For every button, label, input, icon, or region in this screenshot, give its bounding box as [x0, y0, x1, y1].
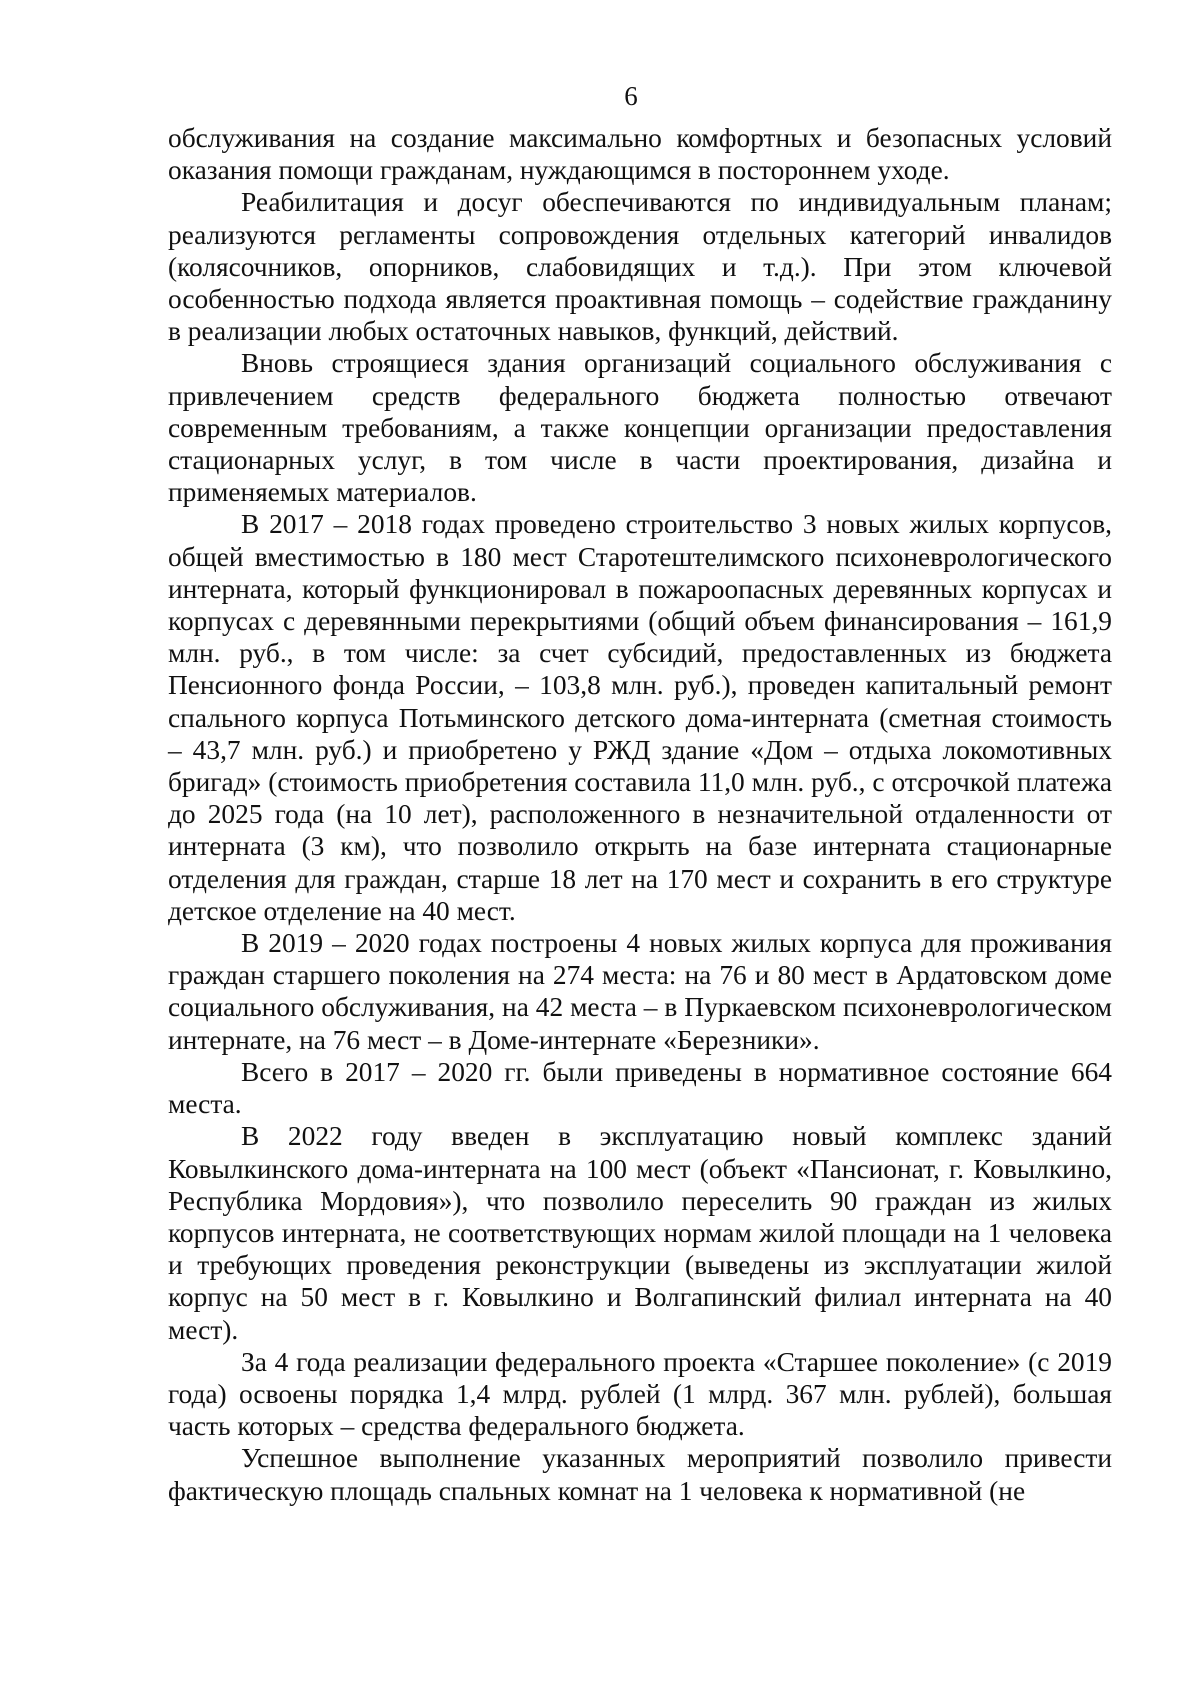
paragraph-2019-2020: В 2019 – 2020 годах построены 4 новых жилых корпуса для проживания граждан старшего поколения на 274 места: на 76 и 80 мест в Ардатовском доме социального обслуживания, на 42 места – в Пуркаевском психоневрологическом интернате, на 76 мест – в Доме-интернате «Березники». [168, 928, 1112, 1055]
paragraph-federal-project: За 4 года реализации федерального проекта «Старшее поколение» (с 2019 года) освоены порядка 1,4 млрд. рублей (1 млрд. 367 млн. рублей), большая часть которых – средства федерального бюджета. [168, 1346, 1112, 1442]
paragraph-2022: В 2022 году введен в эксплуатацию новый комплекс зданий Ковылкинского дома-интерната на 100 мест (объект «Пансионат, г. Ковылкино, Республика Мордовия»), что позволило переселить 90 граждан из жилых корпусов интерната, не соответствующих нормам жилой площади на 1 человека и требующих проведения реконструкции (выведены из эксплуатации жилой корпус на 50 мест в г. Ковылкино и Волгапинский филиал интерната на 40 мест). [168, 1121, 1112, 1345]
paragraph-2017-2018: В 2017 – 2018 годах проведено строительство 3 новых жилых корпусов, общей вместимостью в 180 мест Старотештелимского психоневрологического интерната, который функционировал в пожароопасных деревянных корпусах и корпусах с деревянными перекрытиями (общий объем финансирования – 161,9 млн. руб., в том числе: за счет субсидий, предоставленных из бюджета Пенсионного фонда России, – 103,8 млн. руб.), проведен капитальный ремонт спального корпуса Потьминского детского дома-интерната (сметная стоимость – 43,7 млн. руб.) и приобретено у РЖД здание «Дом – отдыха локомотивных бригад» (стоимость приобретения составила 11,0 млн. руб., с отсрочкой платежа до 2025 года (на 10 лет), расположенного в незначительной отдаленности от интерната (3 км), что позволило открыть на базе интерната стационарные отделения для граждан, старше 18 лет на 170 мест и сохранить в его структуре детское отделение на 40 мест. [168, 509, 1112, 926]
paragraph-new-buildings: Вновь строящиеся здания организаций социального обслуживания с привлечением средств федерального бюджета полностью отвечают современным требованиям, а также концепции организации предоставления стационарных услуг, в том числе в части проектирования, дизайна и применяемых материалов. [168, 348, 1112, 508]
paragraph-continuation: обслуживания на создание максимально комфортных и безопасных условий оказания помощи гражданам, нуждающимся в постороннем уходе. [168, 123, 1112, 186]
paragraph-results: Успешное выполнение указанных мероприятий позволило привести фактическую площадь спальных комнат на 1 человека к нормативной (не [168, 1443, 1112, 1506]
document-body [168, 122, 1112, 1507]
page-number: 6 [624, 81, 638, 111]
paragraph-rehabilitation: Реабилитация и досуг обеспечиваются по индивидуальным планам; реализуются регламенты сопровождения отдельных категорий инвалидов (колясочников, опорников, слабовидящих и т.д.). При этом ключевой особенностью подхода является проактивная помощь – содействие гражданину в реализации любых остаточных навыков, функций, действий. [168, 187, 1112, 347]
paragraph-total-places: Всего в 2017 – 2020 гг. были приведены в нормативное состояние 664 места. [168, 1056, 1112, 1120]
